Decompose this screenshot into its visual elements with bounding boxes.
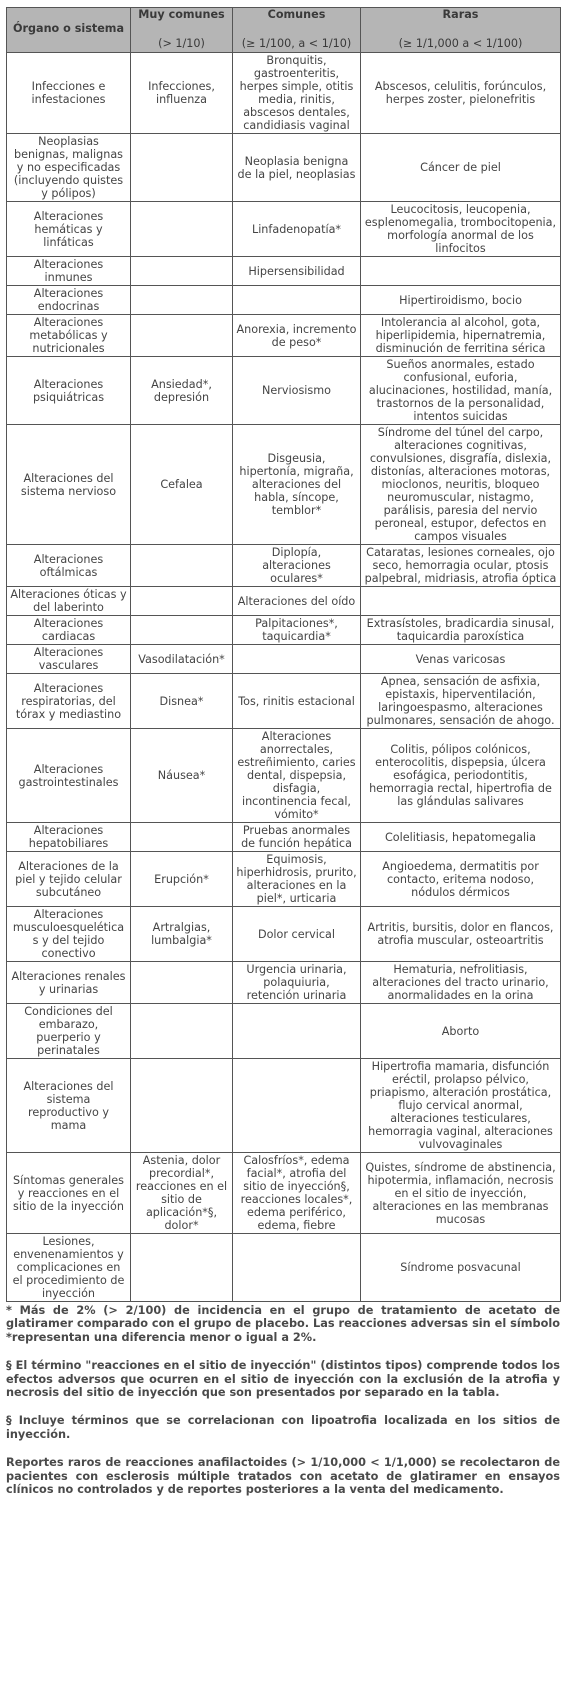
adverse-reactions-table [6, 7, 561, 1302]
common-cell [233, 645, 361, 674]
rare-cell [361, 257, 561, 286]
common-cell: Alteraciones anorrectales, estreñimiento, caries dental, dispepsia, disfagia, incontinencia fecal, vómito* [233, 729, 361, 823]
common-cell: Dolor cervical [233, 907, 361, 962]
common-cell: Neoplasia benigna de la piel, neoplasias [233, 134, 361, 202]
header-frequency: (≥ 1/1,000 a < 1/100) [398, 37, 523, 50]
organ-cell: Alteraciones renales y urinarias [7, 962, 131, 1004]
very-common-cell: Erupción* [131, 852, 233, 907]
table-row [7, 587, 561, 616]
very-common-cell [131, 257, 233, 286]
very-common-cell [131, 315, 233, 357]
rare-cell: Venas varicosas [361, 645, 561, 674]
rare-cell: Leucocitosis, leucopenia, esplenomegalia, trombocitopenia, morfología anormal de los linfocitos [361, 202, 561, 257]
very-common-cell: Náusea* [131, 729, 233, 823]
rare-cell: Cáncer de piel [361, 134, 561, 202]
table-row [7, 729, 561, 823]
footnote: * Más de 2% (> 2/100) de incidencia en el grupo de tratamiento de acetato de glatiramer comparado con el grupo de placebo. Las reacciones adversas sin el símbolo *representan una diferencia menor o igual a 2%. [6, 1304, 560, 1344]
rare-cell: Angioedema, dermatitis por contacto, eritema nodoso, nódulos dérmicos [361, 852, 561, 907]
table-row [7, 315, 561, 357]
table-row [7, 53, 561, 134]
common-cell: Pruebas anormales de función hepática [233, 823, 361, 852]
organ-cell: Alteraciones inmunes [7, 257, 131, 286]
common-cell: Nerviosismo [233, 357, 361, 425]
rare-cell: Colitis, pólipos colónicos, enterocolitis, dispepsia, úlcera esofágica, periodontitis, hemorragia rectal, hipertrofia de las glándulas salivares [361, 729, 561, 823]
rare-cell: Síndrome posvacunal [361, 1234, 561, 1302]
table-row [7, 545, 561, 587]
common-cell [233, 1004, 361, 1059]
document-page [6, 7, 560, 1511]
very-common-cell [131, 134, 233, 202]
very-common-cell: Artralgias, lumbalgia* [131, 907, 233, 962]
common-cell [233, 1234, 361, 1302]
table-row [7, 823, 561, 852]
organ-cell: Alteraciones endocrinas [7, 286, 131, 315]
table-row [7, 1234, 561, 1302]
footnote: § Incluye términos que se correlacionan con lipoatrofia localizada en los sitios de inyección. [6, 1414, 560, 1441]
common-cell: Calosfríos*, edema facial*, atrofia del sitio de inyección§, reacciones locales*, edema periférico, edema, fiebre [233, 1153, 361, 1234]
common-cell [233, 1059, 361, 1153]
very-common-cell [131, 1059, 233, 1153]
header-label: Raras [442, 8, 479, 21]
table-row [7, 257, 561, 286]
very-common-cell [131, 202, 233, 257]
table-row [7, 616, 561, 645]
rare-cell: Quistes, síndrome de abstinencia, hipotermia, inflamación, necrosis en el sitio de inyección, alteraciones en las membranas mucosas [361, 1153, 561, 1234]
common-cell [233, 286, 361, 315]
table-body [7, 53, 561, 1302]
organ-cell: Síntomas generales y reacciones en el sitio de la inyección [7, 1153, 131, 1234]
rare-cell: Colelitiasis, hepatomegalia [361, 823, 561, 852]
organ-cell: Alteraciones musculoesqueléticas y del tejido conectivo [7, 907, 131, 962]
common-cell: Bronquitis, gastroenteritis, herpes simple, otitis media, rinitis, abscesos dentales, candidiasis vaginal [233, 53, 361, 134]
very-common-cell: Infecciones, influenza [131, 53, 233, 134]
very-common-cell: Disnea* [131, 674, 233, 729]
common-cell: Linfadenopatía* [233, 202, 361, 257]
table-row [7, 1153, 561, 1234]
rare-cell: Cataratas, lesiones corneales, ojo seco, hemorragia ocular, ptosis palpebral, midriasis, atrofia óptica [361, 545, 561, 587]
organ-cell: Alteraciones metabólicas y nutricionales [7, 315, 131, 357]
common-cell: Tos, rinitis estacional [233, 674, 361, 729]
table-row [7, 907, 561, 962]
very-common-cell [131, 1004, 233, 1059]
organ-cell: Alteraciones psiquiátricas [7, 357, 131, 425]
very-common-cell [131, 545, 233, 587]
table-row [7, 357, 561, 425]
organ-cell: Alteraciones cardiacas [7, 616, 131, 645]
organ-cell: Alteraciones de la piel y tejido celular subcutáneo [7, 852, 131, 907]
table-row [7, 962, 561, 1004]
very-common-cell: Vasodilatación* [131, 645, 233, 674]
organ-cell: Alteraciones respiratorias, del tórax y mediastino [7, 674, 131, 729]
footnote: Reportes raros de reacciones anafilactoides (> 1/10,000 < 1/1,000) se recolectaron de pacientes con esclerosis múltiple tratados con acetato de glatiramer en ensayos clínicos no controlados y de reportes posteriores a la venta del medicamento. [6, 1456, 560, 1497]
very-common-cell [131, 286, 233, 315]
common-cell: Alteraciones del oído [233, 587, 361, 616]
common-cell: Equimosis, hiperhidrosis, prurito, alteraciones en la piel*, urticaria [233, 852, 361, 907]
very-common-cell [131, 1234, 233, 1302]
header-label: Muy comunes [138, 8, 225, 21]
rare-cell: Síndrome del túnel del carpo, alteraciones cognitivas, convulsiones, disgrafía, dislexia, distonías, alteraciones motoras, mioclonos, neuritis, bloqueo neuromuscular, nistagmo, parálisis, paresia del nervio peroneal, estupor, defectos en campos visuales [361, 425, 561, 545]
rare-cell [361, 587, 561, 616]
common-cell: Anorexia, incremento de peso* [233, 315, 361, 357]
header-frequency: (≥ 1/100, a < 1/10) [241, 37, 352, 50]
rare-cell: Hipertrofia mamaria, disfunción eréctil, prolapso pélvico, priapismo, alteración prostática, flujo cervical anormal, alteraciones testiculares, hemorragia vaginal, alteraciones vulvovaginales [361, 1059, 561, 1153]
header-common [233, 8, 361, 53]
header-rare [361, 8, 561, 53]
header-label: Comunes [267, 8, 326, 21]
organ-cell: Infecciones e infestaciones [7, 53, 131, 134]
organ-cell: Lesiones, envenenamientos y complicaciones en el procedimiento de inyección [7, 1234, 131, 1302]
organ-cell: Alteraciones hepatobiliares [7, 823, 131, 852]
common-cell: Urgencia urinaria, polaquiuria, retención urinaria [233, 962, 361, 1004]
header-frequency: (> 1/10) [158, 37, 205, 50]
rare-cell: Abscesos, celulitis, forúnculos, herpes zoster, pielonefritis [361, 53, 561, 134]
common-cell: Diplopía, alteraciones oculares* [233, 545, 361, 587]
very-common-cell: Astenia, dolor precordial*, reacciones en el sitio de aplicación*§, dolor* [131, 1153, 233, 1234]
table-row [7, 674, 561, 729]
footnotes [6, 1304, 560, 1496]
organ-cell: Alteraciones gastrointestinales [7, 729, 131, 823]
table-header-row [7, 8, 561, 53]
header-organ [7, 8, 131, 53]
rare-cell: Sueños anormales, estado confusional, euforia, alucinaciones, hostilidad, manía, trastornos de la personalidad, intentos suicidas [361, 357, 561, 425]
very-common-cell [131, 587, 233, 616]
header-very-common [131, 8, 233, 53]
rare-cell: Extrasístoles, bradicardia sinusal, taquicardia paroxística [361, 616, 561, 645]
table-row [7, 425, 561, 545]
rare-cell: Intolerancia al alcohol, gota, hiperlipidemia, hipernatremia, disminución de ferritina sérica [361, 315, 561, 357]
organ-cell: Alteraciones vasculares [7, 645, 131, 674]
very-common-cell: Cefalea [131, 425, 233, 545]
table-row [7, 134, 561, 202]
organ-cell: Alteraciones óticas y del laberinto [7, 587, 131, 616]
very-common-cell [131, 823, 233, 852]
organ-cell: Alteraciones del sistema nervioso [7, 425, 131, 545]
common-cell: Disgeusia, hipertonía, migraña, alteraciones del habla, síncope, temblor* [233, 425, 361, 545]
header-label: Órgano o sistema [12, 22, 124, 35]
rare-cell: Aborto [361, 1004, 561, 1059]
rare-cell: Artritis, bursitis, dolor en flancos, atrofia muscular, osteoartritis [361, 907, 561, 962]
organ-cell: Condiciones del embarazo, puerperio y perinatales [7, 1004, 131, 1059]
table-row [7, 202, 561, 257]
table-row [7, 1004, 561, 1059]
table-row [7, 286, 561, 315]
common-cell: Hipersensibilidad [233, 257, 361, 286]
very-common-cell [131, 616, 233, 645]
organ-cell: Alteraciones del sistema reproductivo y mama [7, 1059, 131, 1153]
very-common-cell: Ansiedad*, depresión [131, 357, 233, 425]
table-row [7, 1059, 561, 1153]
rare-cell: Apnea, sensación de asfixia, epistaxis, hiperventilación, laringoespasmo, alteraciones pulmonares, sensación de ahogo. [361, 674, 561, 729]
footnote: § El término "reacciones en el sitio de inyección" (distintos tipos) comprende todos los efectos adversos que ocurren en el sitio de inyección con la exclusión de la atrofia y necrosis del sitio de inyección que son presentados por separado en la tabla. [6, 1359, 560, 1400]
organ-cell: Alteraciones oftálmicas [7, 545, 131, 587]
very-common-cell [131, 962, 233, 1004]
table-row [7, 645, 561, 674]
common-cell: Palpitaciones*, taquicardia* [233, 616, 361, 645]
rare-cell: Hipertiroidismo, bocio [361, 286, 561, 315]
organ-cell: Neoplasias benignas, malignas y no especificadas (incluyendo quistes y pólipos) [7, 134, 131, 202]
table-row [7, 852, 561, 907]
organ-cell: Alteraciones hemáticas y linfáticas [7, 202, 131, 257]
rare-cell: Hematuria, nefrolitiasis, alteraciones del tracto urinario, anormalidades en la orina [361, 962, 561, 1004]
